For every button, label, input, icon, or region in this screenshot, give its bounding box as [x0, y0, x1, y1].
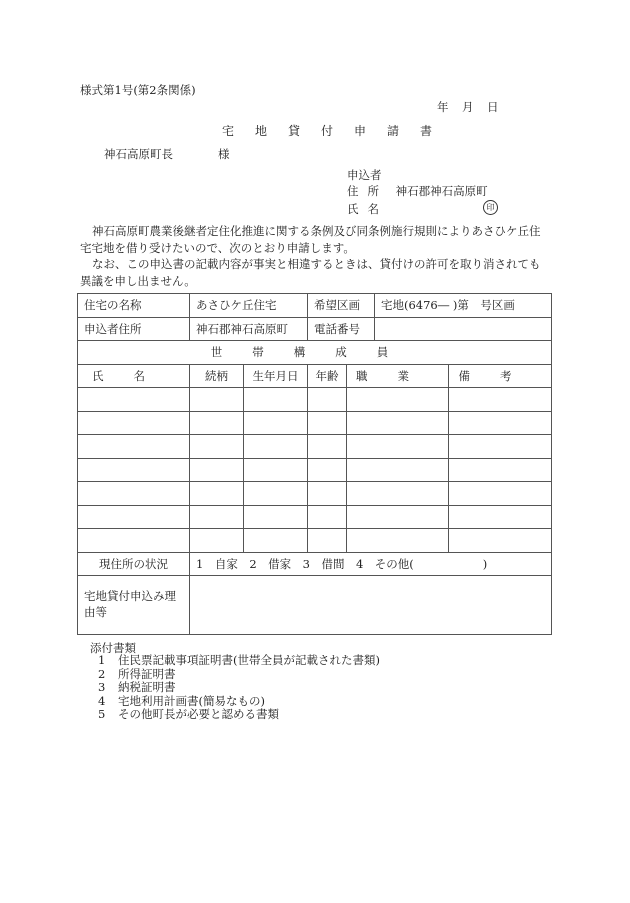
reason-value[interactable] — [190, 576, 552, 635]
member-cell[interactable] — [308, 529, 347, 553]
member-cell[interactable] — [78, 505, 190, 529]
member-cell[interactable] — [78, 529, 190, 553]
attachment-text: 宅地利用計画書(簡易なもの) — [118, 693, 265, 708]
date-line: 年 月 日 — [437, 100, 500, 114]
member-cell[interactable] — [308, 411, 347, 435]
applicant-address-value: 神石郡神石高原町 — [395, 184, 488, 198]
member-row — [78, 458, 552, 482]
member-cell[interactable] — [78, 482, 190, 506]
household-header-row — [78, 341, 552, 365]
member-cell[interactable] — [347, 411, 449, 435]
attachment-item — [98, 668, 380, 682]
attachment-text: 納税証明書 — [118, 680, 176, 695]
member-cell[interactable] — [308, 505, 347, 529]
member-cell[interactable] — [449, 411, 552, 435]
attachment-text: 住民票記載事項証明書(世帯全員が記載された書類) — [118, 653, 380, 667]
residence-status-options[interactable]: 1 自家 2 借家 3 借間 4 その他( ) — [190, 552, 552, 576]
member-cell[interactable] — [244, 458, 308, 482]
member-cell[interactable] — [244, 388, 308, 412]
member-cell[interactable] — [244, 435, 308, 459]
household-header: 世帯構成員 — [78, 341, 552, 365]
attachment-item — [98, 708, 380, 722]
col-age: 年齢 — [308, 364, 347, 388]
phone-label: 電話番号 — [308, 317, 375, 341]
member-cell[interactable] — [449, 388, 552, 412]
member-cell[interactable] — [190, 482, 244, 506]
member-row — [78, 435, 552, 459]
member-cell[interactable] — [190, 458, 244, 482]
member-cell[interactable] — [449, 529, 552, 553]
applicant-name-row — [347, 201, 388, 217]
form-number: 様式第1号(第2条関係) — [80, 83, 196, 97]
application-statement: 神石高原町農業後継者定住化推進に関する条例及び同条例施行規則によりあさひケ丘住宅宅地を借り受けたいので、次のとおり申請します。 — [80, 224, 541, 255]
member-row — [78, 482, 552, 506]
applicant-name-label: 氏名 — [347, 202, 388, 216]
attachment-number: 1 — [98, 653, 106, 667]
applicant-label: 申込者 — [347, 168, 382, 182]
address-row — [78, 317, 552, 341]
residence-row — [78, 552, 552, 576]
attachment-text: その他町長が必要と認める書類 — [118, 707, 279, 722]
applicant-address-row — [347, 183, 488, 199]
member-cell[interactable] — [308, 482, 347, 506]
attachment-item — [98, 654, 380, 668]
member-cell[interactable] — [244, 482, 308, 506]
member-cell[interactable] — [78, 458, 190, 482]
member-cell[interactable] — [78, 388, 190, 412]
attachment-number: 5 — [98, 707, 106, 722]
member-cell[interactable] — [347, 529, 449, 553]
member-row — [78, 411, 552, 435]
member-row — [78, 529, 552, 553]
member-cell[interactable] — [190, 529, 244, 553]
house-name-label: 住宅の名称 — [78, 294, 190, 318]
attachments-title: 添付書類 — [90, 641, 136, 655]
residence-status-label: 現住所の状況 — [78, 552, 190, 576]
attachment-item — [98, 695, 380, 709]
reason-row — [78, 576, 552, 635]
member-cell[interactable] — [78, 435, 190, 459]
house-name-value[interactable]: あさひケ丘住宅 — [190, 294, 308, 318]
reason-label: 宅地貸付申込み理由等 — [78, 576, 190, 635]
member-cell[interactable] — [244, 505, 308, 529]
col-relation: 続柄 — [190, 364, 244, 388]
member-cell[interactable] — [449, 435, 552, 459]
member-cell[interactable] — [449, 458, 552, 482]
col-name: 氏名 — [78, 364, 190, 388]
member-row — [78, 388, 552, 412]
member-cell[interactable] — [347, 458, 449, 482]
col-birthdate: 生年月日 — [244, 364, 308, 388]
member-cell[interactable] — [347, 505, 449, 529]
member-cell[interactable] — [78, 411, 190, 435]
member-cell[interactable] — [308, 435, 347, 459]
applicant-address-label: 住所 — [347, 184, 388, 198]
member-cell[interactable] — [449, 505, 552, 529]
seal-mark-icon: 印 — [483, 200, 498, 215]
attachment-number: 2 — [98, 666, 106, 681]
member-row — [78, 505, 552, 529]
consent-statement: なお、この申込書の記載内容が事実と相違するときは、貸付けの許可を取り消されても異議を申し出ません。 — [80, 257, 541, 288]
col-remarks: 備考 — [449, 364, 552, 388]
household-columns-row — [78, 364, 552, 388]
attachment-text: 所得証明書 — [118, 666, 176, 681]
applicant-address-cell-value[interactable]: 神石郡神石高原町 — [190, 317, 308, 341]
addressee-honorific: 様 — [218, 147, 230, 161]
member-cell[interactable] — [244, 411, 308, 435]
attachments-list — [98, 654, 380, 722]
member-cell[interactable] — [347, 435, 449, 459]
member-cell[interactable] — [308, 458, 347, 482]
member-cell[interactable] — [244, 529, 308, 553]
desired-lot-label: 希望区画 — [308, 294, 375, 318]
member-cell[interactable] — [190, 411, 244, 435]
phone-value[interactable] — [375, 317, 552, 341]
col-occupation: 職業 — [347, 364, 449, 388]
member-cell[interactable] — [308, 388, 347, 412]
house-row — [78, 294, 552, 318]
desired-lot-value[interactable]: 宅地(6476― )第 号区画 — [375, 294, 552, 318]
addressee: 神石高原町長 — [104, 147, 173, 161]
attachment-item — [98, 681, 380, 695]
attachment-number: 3 — [98, 680, 106, 695]
member-cell[interactable] — [347, 388, 449, 412]
member-cell[interactable] — [347, 482, 449, 506]
member-cell[interactable] — [190, 388, 244, 412]
member-cell[interactable] — [190, 505, 244, 529]
document-title: 宅地貸付申請書 — [222, 124, 454, 138]
attachment-number: 4 — [98, 693, 106, 708]
member-cell[interactable] — [449, 482, 552, 506]
applicant-address-cell-label: 申込者住所 — [78, 317, 190, 341]
member-cell[interactable] — [190, 435, 244, 459]
application-table — [77, 293, 552, 635]
